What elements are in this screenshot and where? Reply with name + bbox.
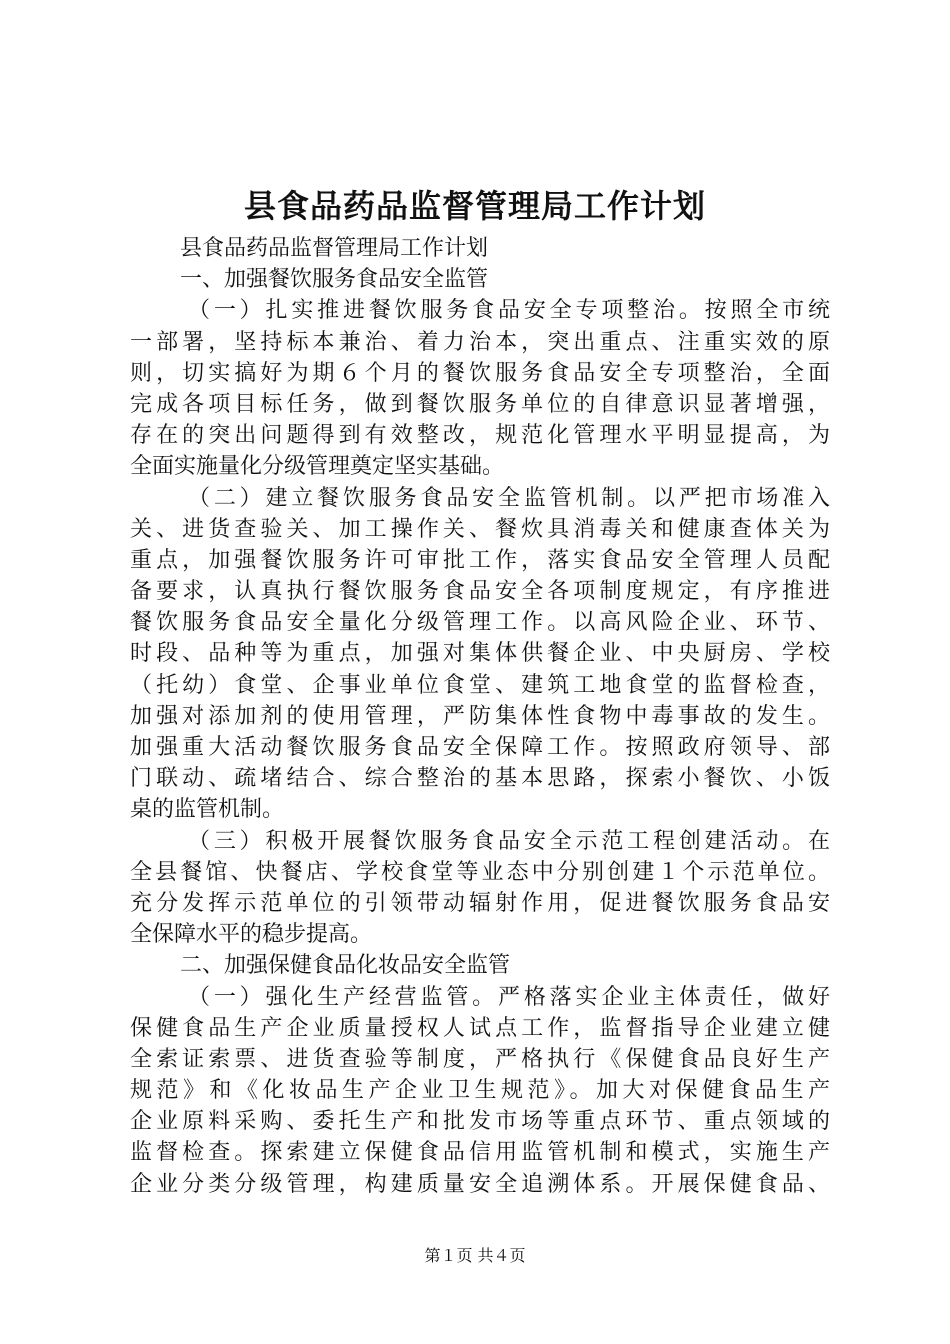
body-line: 重点，加强餐饮服务许可审批工作，落实食品安全管理人员配 bbox=[130, 547, 830, 573]
body-line: （托幼）食堂、企事业单位食堂、建筑工地食堂的监督检查， bbox=[130, 672, 830, 698]
document-title: 县食品药品监督管理局工作计划 bbox=[243, 187, 706, 225]
document-body bbox=[130, 233, 830, 1200]
body-line: 监督检查。探索建立保健食品信用监管机制和模式，实施生产 bbox=[130, 1140, 830, 1166]
body-line: 加强重大活动餐饮服务食品安全保障工作。按照政府领导、部 bbox=[130, 735, 830, 760]
body-line: （二）建立餐饮服务食品安全监管机制。以严把市场准入 bbox=[188, 485, 830, 511]
body-line: 存在的突出问题得到有效整改，规范化管理水平明显提高，为 bbox=[130, 423, 830, 449]
body-line: 关、进货查验关、加工操作关、餐炊具消毒关和健康查体关为 bbox=[130, 516, 830, 542]
body-line: 规范》和《化妆品生产企业卫生规范》。加大对保健食品生产 bbox=[130, 1078, 830, 1104]
body-line: 保健食品生产企业质量授权人试点工作，监督指导企业建立健 bbox=[130, 1015, 830, 1041]
section-heading-2: 二、加强保健食品化妆品安全监管 bbox=[180, 953, 511, 979]
body-line: 企业分类分级管理，构建质量安全追溯体系。开展保健食品、 bbox=[130, 1171, 830, 1197]
body-line: 则，切实搞好为期６个月的餐饮服务食品安全专项整治，全面 bbox=[130, 360, 830, 386]
body-line: 一部署，坚持标本兼治、着力治本，突出重点、注重实效的原 bbox=[130, 329, 830, 355]
body-line: 全保障水平的稳步提高。 bbox=[130, 922, 373, 948]
page-footer: 第１页 共４页 bbox=[424, 1246, 526, 1265]
body-line: 全县餐馆、快餐店、学校食堂等业态中分别创建１个示范单位。 bbox=[130, 859, 830, 885]
body-line: （一）扎实推进餐饮服务食品安全专项整治。按照全市统 bbox=[188, 298, 830, 324]
body-line: 全索证索票、进货查验等制度，严格执行《保健食品良好生产 bbox=[130, 1046, 830, 1072]
body-line: 桌的监管机制。 bbox=[130, 797, 285, 823]
body-line: 全面实施量化分级管理奠定坚实基础。 bbox=[130, 454, 505, 480]
body-line: 完成各项目标任务，做到餐饮服务单位的自律意识显著增强， bbox=[130, 391, 830, 417]
body-line: 餐饮服务食品安全量化分级管理工作。以高风险企业、环节、 bbox=[130, 610, 830, 636]
body-line: 加强对添加剂的使用管理，严防集体性食物中毒事故的发生。 bbox=[130, 703, 830, 729]
body-line-subtitle: 县食品药品监督管理局工作计划 bbox=[180, 236, 489, 261]
body-line: 门联动、疏堵结合、综合整治的基本思路，探索小餐饮、小饭 bbox=[130, 766, 830, 792]
body-line: 充分发挥示范单位的引领带动辐射作用，促进餐饮服务食品安 bbox=[130, 890, 830, 916]
body-line: 备要求，认真执行餐饮服务食品安全各项制度规定，有序推进 bbox=[130, 579, 830, 605]
section-heading-1: 一、加强餐饮服务食品安全监管 bbox=[180, 267, 489, 293]
body-line: （一）强化生产经营监管。严格落实企业主体责任，做好 bbox=[188, 984, 830, 1010]
body-line: 企业原料采购、委托生产和批发市场等重点环节、重点领域的 bbox=[130, 1109, 830, 1135]
body-line: （三）积极开展餐饮服务食品安全示范工程创建活动。在 bbox=[188, 828, 830, 854]
body-line: 时段、品种等为重点，加强对集体供餐企业、中央厨房、学校 bbox=[130, 641, 830, 667]
